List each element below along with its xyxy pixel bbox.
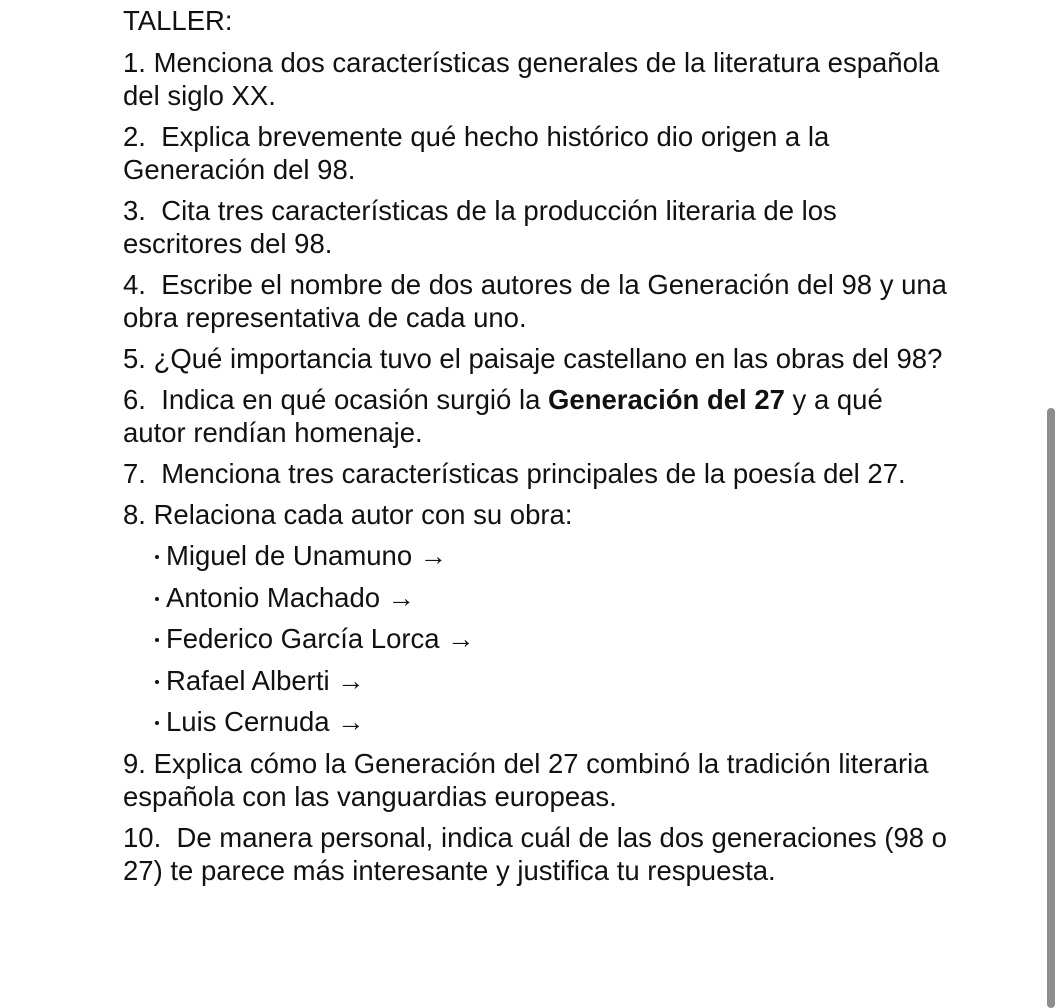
vertical-scrollbar[interactable]: [1047, 0, 1061, 1006]
worksheet-title: TALLER:: [123, 5, 233, 36]
author-item: Miguel de Unamuno →: [155, 539, 953, 572]
worksheet: [123, 4, 953, 895]
question-10: 10. De manera personal, indica cuál de las dos generaciones (98 o 27) te parece más interesante y justifica tu respuesta.: [123, 821, 955, 886]
question-7: 7. Menciona tres características principales de la poesía del 27.: [123, 458, 906, 489]
question-6: [123, 383, 953, 449]
scrollbar-thumb[interactable]: [1047, 408, 1055, 1008]
question-3: 3. Cita tres características de la producción literaria de los escritores del 98.: [123, 195, 845, 259]
author-item: Luis Cernuda →: [155, 705, 953, 738]
author-item: Federico García Lorca →: [155, 622, 953, 655]
question-8: 8. Relaciona cada autor con su obra:: [123, 499, 573, 530]
question-6-text-start: 6. Indica en qué ocasión surgió la: [123, 384, 549, 415]
question-5: 5. ¿Qué importancia tuvo el paisaje castellano en las obras del 98?: [123, 343, 943, 374]
question-6-emphasis: Generación del 27: [548, 384, 785, 415]
question-4: 4. Escribe el nombre de dos autores de la Generación del 98 y una obra representativa de cada uno.: [123, 269, 955, 333]
question-9: 9. Explica cómo la Generación del 27 combinó la tradición literaria española con las vanguardias europeas.: [123, 747, 937, 812]
question-6-text-end: y a qué autor rendían homenaje.: [123, 384, 891, 448]
question-2: 2. Explica brevemente qué hecho histórico dio origen a la Generación del 98.: [123, 121, 837, 185]
author-item: Rafael Alberti →: [155, 664, 953, 697]
author-list: [123, 539, 953, 738]
question-1: 1. Menciona dos características generales de la literatura española del siglo XX.: [123, 47, 940, 111]
author-item: Antonio Machado →: [155, 581, 953, 614]
